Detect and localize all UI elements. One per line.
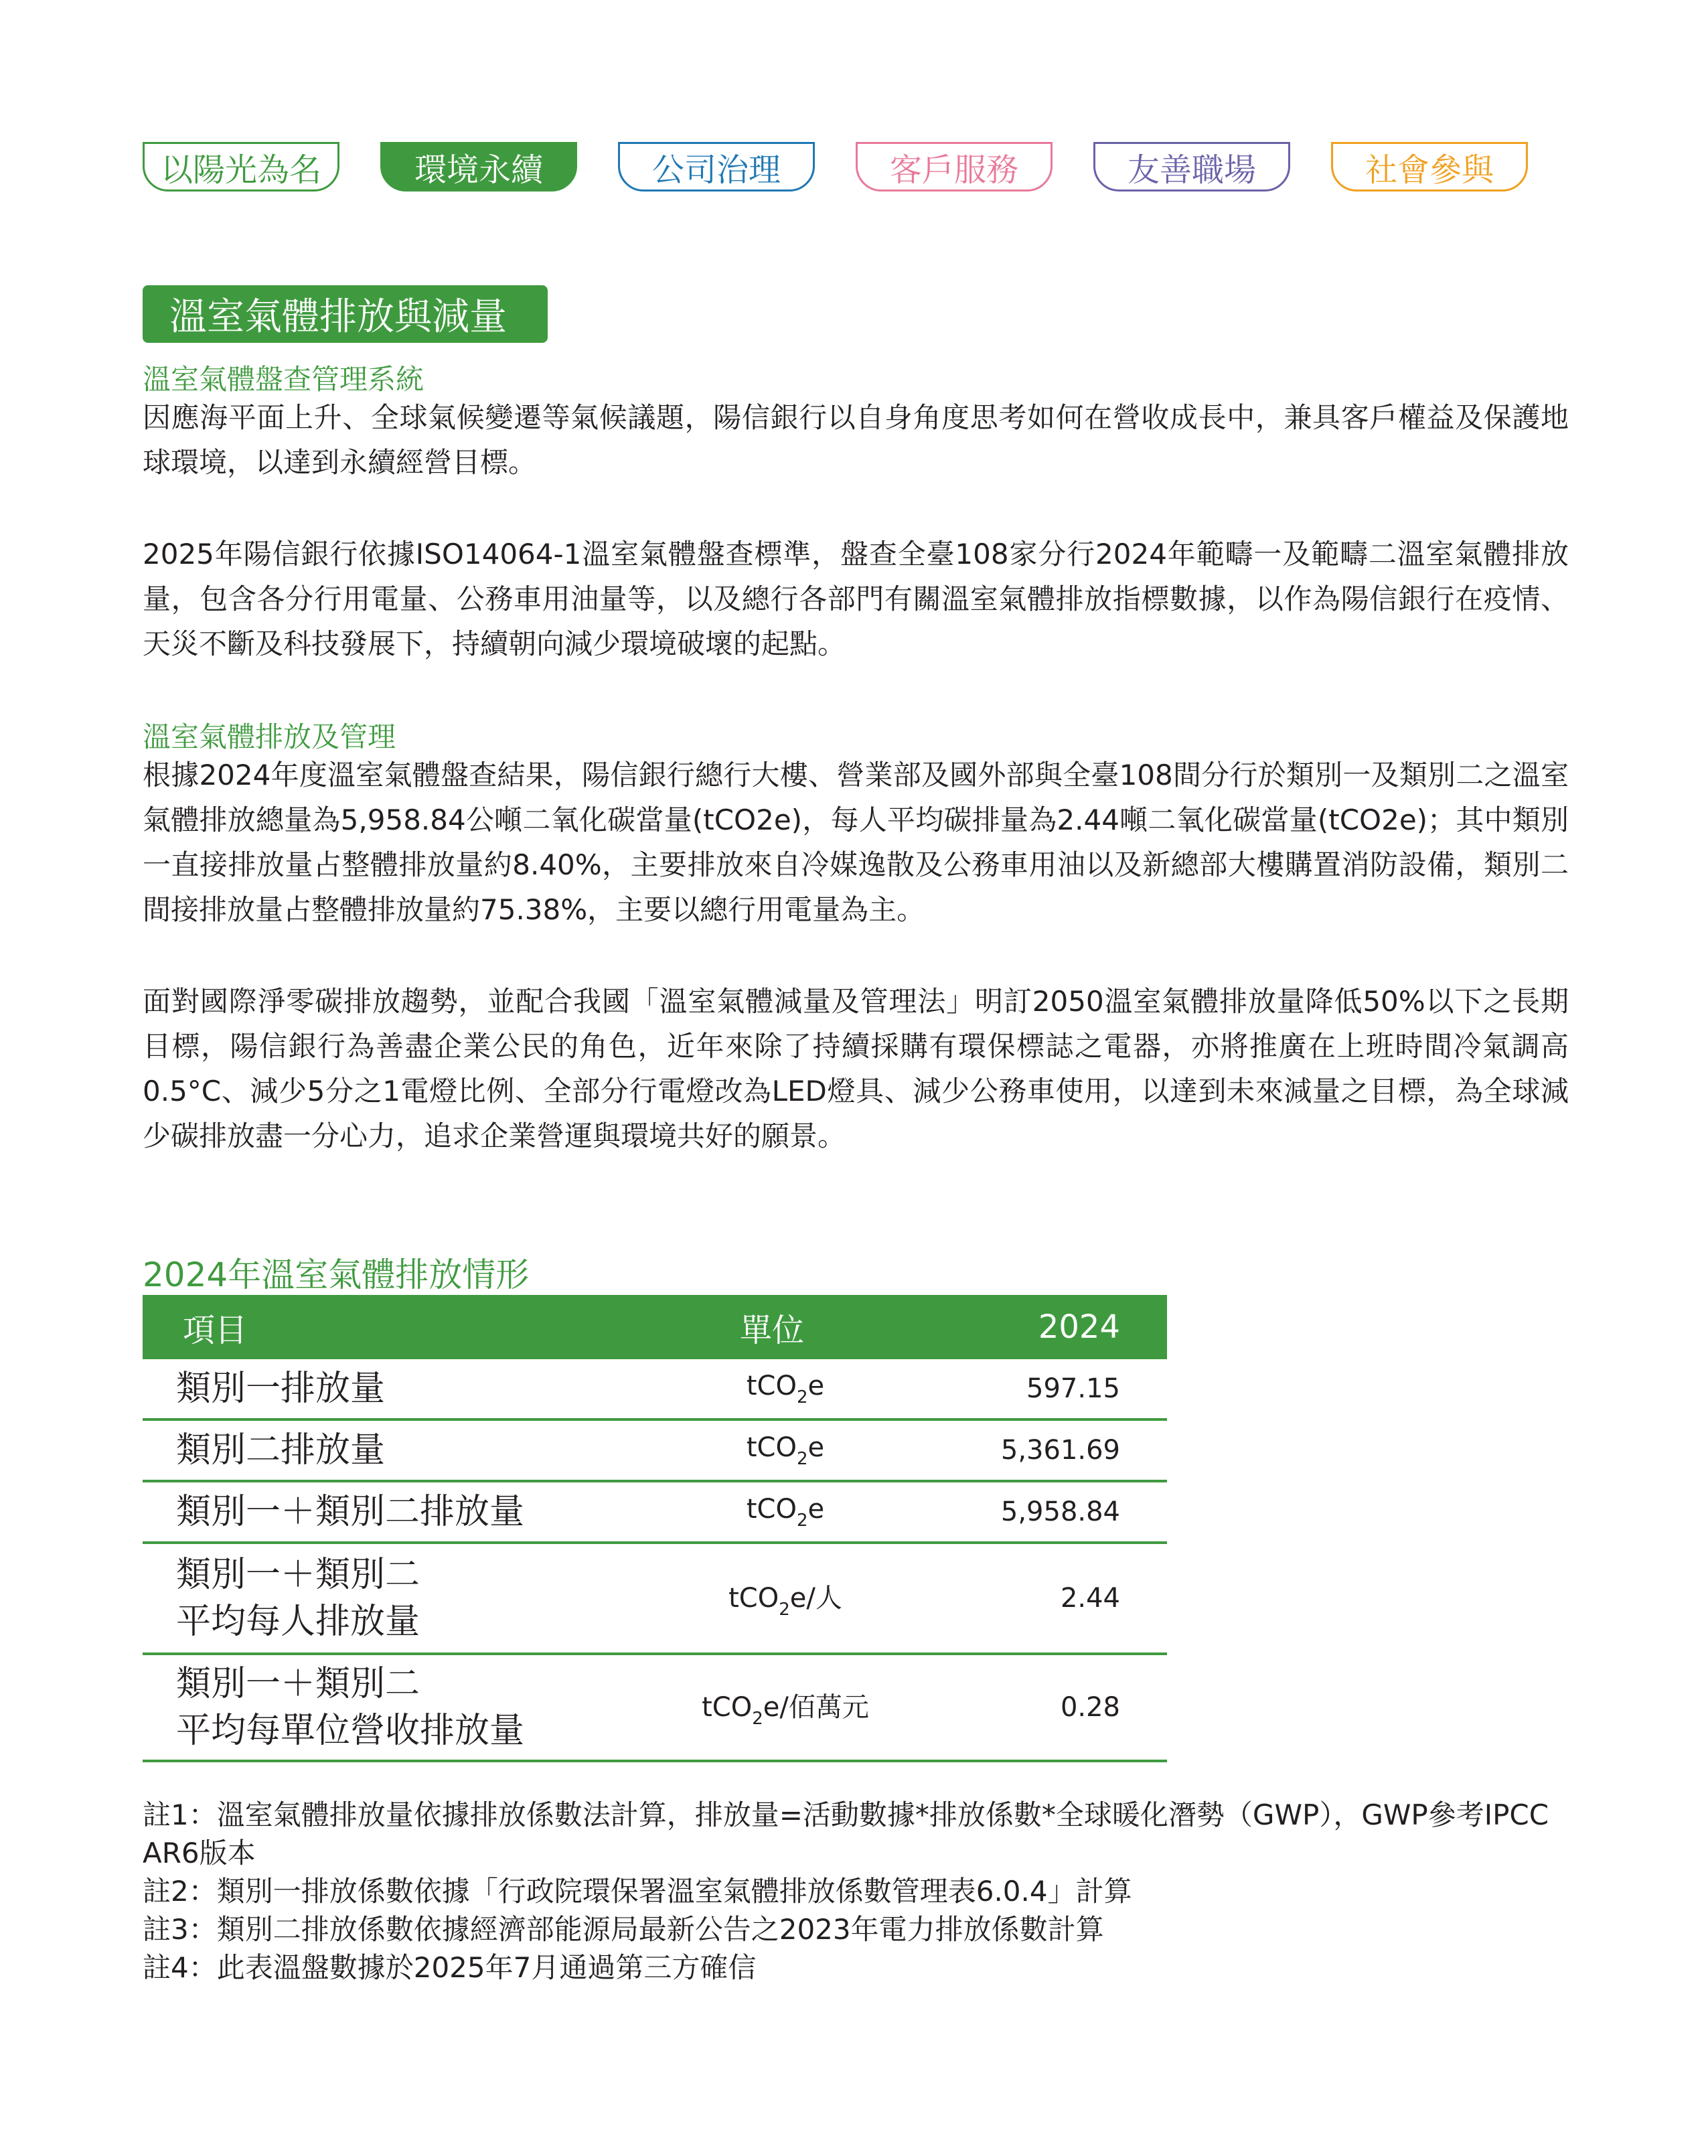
row-unit: tCO$_2$e/佰萬元	[702, 1692, 869, 1729]
tab-customer-service[interactable]: 客戶服務	[856, 142, 1053, 191]
paragraph-goals: 面對國際淨零碳排放趨勢，並配合我國「溫室氣體減量及管理法」明訂2050溫室氣體排放量降低50%以下之長期目標，陽信銀行為善盡企業公民的角色，近年來除了持續採購有環保標誌之電器，亦將推廣在上班時間冷氣調高0.5°C、減少5分之1電燈比例、全部分行電燈改為LED燈具、減少公務車使用，以達到未來減量之目標，為全球減少碳排放盡一分心力，追求企業營運與環境共好的願景。	[143, 985, 1569, 1152]
header-item: 項目	[183, 1311, 248, 1349]
top-navigation	[0, 0, 1708, 201]
row-value: 2.44	[1060, 1583, 1120, 1614]
row-unit: tCO$_2$e	[746, 1432, 825, 1469]
tab-social[interactable]: 社會參與	[1331, 142, 1528, 191]
emissions-table	[143, 1295, 1167, 1762]
row-item: 類別一排放量	[176, 1369, 386, 1409]
table-row	[143, 1359, 1167, 1421]
subheading-emissions-management: 溫室氣體排放及管理	[143, 720, 396, 753]
paragraph-intro: 因應海平面上升、全球氣候變遷等氣候議題，陽信銀行以自身角度思考如何在營收成長中，兼具客戶權益及保護地球環境，以達到永續經營目標。	[143, 401, 1569, 479]
tab-environment[interactable]: 環境永續	[380, 142, 577, 191]
table-row	[143, 1421, 1167, 1482]
paragraph-results: 根據2024年度溫室氣體盤查結果，陽信銀行總行大樓、營業部及國外部與全臺108間分行於類別一及類別二之溫室氣體排放總量為5,958.84公噸二氧化碳當量(tCO2e)，每人平均碳排量為2.44噸二氧化碳當量(tCO2e)；其中類別一直接排放量占整體排放量約8.40%，主要排放來自冷媒逸散及公務車用油以及新總部大樓購置消防設備，類別二間接排放量占整體排放量約75.38%，主要以總行用電量為主。	[143, 759, 1569, 926]
table-row	[143, 1544, 1167, 1655]
tab-governance[interactable]: 公司治理	[618, 142, 815, 191]
table-row	[143, 1482, 1167, 1544]
note-3: 註3：類別二排放係數依據經濟部能源局最新公告之2023年電力排放係數計算	[143, 1913, 1104, 1946]
row-unit: tCO$_2$e	[746, 1493, 825, 1531]
section-title: 溫室氣體排放與減量	[143, 285, 548, 343]
note-1: 註1：溫室氣體排放量依據排放係數法計算，排放量=活動數據*排放係數*全球暖化潛勢（GWP），GWP參考IPCC AR6版本	[143, 1798, 1549, 1869]
row-item: 類別一＋類別二 平均每人排放量	[176, 1555, 420, 1642]
row-item: 類別一＋類別二排放量	[176, 1492, 525, 1532]
row-value: 5,361.69	[1000, 1435, 1120, 1466]
row-unit: tCO$_2$e	[746, 1370, 825, 1407]
tab-sunshine[interactable]: 以陽光為名	[143, 142, 339, 191]
row-item: 類別二排放量	[176, 1430, 386, 1470]
subheading-inventory-system: 溫室氣體盤查管理系統	[143, 363, 424, 396]
table-row	[143, 1655, 1167, 1762]
table-title: 2024年溫室氣體排放情形	[143, 1255, 530, 1294]
table-header	[143, 1295, 1167, 1359]
row-value: 5,958.84	[1000, 1496, 1120, 1527]
header-unit: 單位	[740, 1311, 805, 1349]
note-2: 註2：類別一排放係數依據「行政院環保署溫室氣體排放係數管理表6.0.4」計算	[143, 1875, 1132, 1908]
row-value: 0.28	[1060, 1692, 1120, 1723]
note-4: 註4：此表溫盤數據於2025年7月通過第三方確信	[143, 1951, 757, 1984]
row-value: 597.15	[1026, 1373, 1120, 1404]
paragraph-inventory: 2025年陽信銀行依據ISO14064-1溫室氣體盤查標準，盤查全臺108家分行2024年範疇一及範疇二溫室氣體排放量，包含各分行用電量、公務車用油量等，以及總行各部門有關溫室氣體排放指標數據，以作為陽信銀行在疫情、天災不斷及科技發展下，持續朝向減少環境破壞的起點。	[143, 538, 1569, 660]
header-year: 2024	[1038, 1308, 1120, 1346]
tab-workplace[interactable]: 友善職場	[1093, 142, 1290, 191]
row-unit: tCO$_2$e/人	[728, 1583, 842, 1620]
row-item: 類別一＋類別二 平均每單位營收排放量	[176, 1664, 525, 1751]
table-notes	[143, 1796, 1569, 1987]
